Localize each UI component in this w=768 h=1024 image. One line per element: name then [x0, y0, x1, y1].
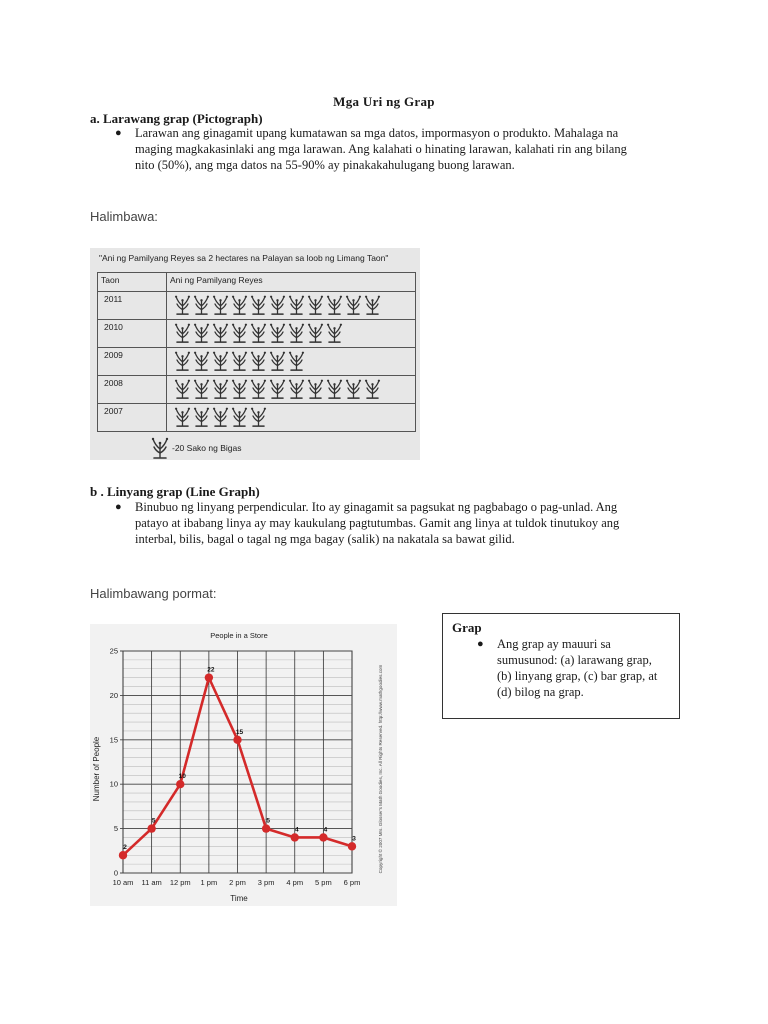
data-label: 5 — [151, 817, 156, 825]
rice-plant-icon — [287, 377, 306, 399]
bullet-line: (b) linyang grap, (c) bar grap, at — [497, 669, 658, 683]
rice-plant-icon — [230, 321, 249, 343]
bullet-icon: ● — [115, 127, 122, 139]
grap-heading: Grap — [452, 620, 482, 635]
data-point — [147, 824, 155, 832]
rice-plant-icon — [211, 293, 230, 315]
pictograph-unit — [230, 293, 249, 315]
rice-plant-icon — [192, 349, 211, 371]
bullet-line: nito (50%), ang mga datos na 55-90% ay pinakakahulugang buong larawan. — [135, 158, 515, 172]
pictograph-unit — [249, 293, 268, 315]
x-tick-label: 6 pm — [343, 878, 361, 887]
rice-plant-icon — [211, 377, 230, 399]
rice-plant-icon — [325, 321, 344, 343]
pictograph-unit — [192, 349, 211, 371]
rice-plant-icon — [192, 405, 211, 427]
x-tick-label: 12 pm — [169, 878, 191, 887]
section-a-heading: a. Larawang grap (Pictograph) — [90, 111, 263, 126]
table-row — [98, 348, 416, 376]
x-tick-label: 2 pm — [229, 878, 246, 887]
grap-bullet — [477, 636, 677, 700]
bullet-line: Ang grap ay mauuri sa — [497, 637, 611, 651]
rice-plant-icon — [173, 377, 192, 399]
rice-plant-icon — [249, 293, 268, 315]
x-axis-label: Time — [230, 894, 248, 903]
x-tick-label: 4 pm — [286, 878, 304, 887]
pictograph-unit — [363, 377, 382, 399]
pictograph-unit — [173, 321, 192, 343]
pictograph-unit — [306, 293, 325, 315]
icon-cell — [167, 376, 416, 404]
y-tick-label: 0 — [113, 868, 118, 878]
col-harvest-header: Ani ng Pamilyang Reyes — [167, 273, 416, 292]
pictograph-unit — [249, 321, 268, 343]
pictograph-unit — [325, 293, 344, 315]
icon-cell — [167, 292, 416, 320]
year-cell: 2010 — [98, 320, 167, 348]
rice-plant-icon — [211, 321, 230, 343]
pictograph-unit — [173, 293, 192, 315]
rice-plant-icon — [173, 321, 192, 343]
pictograph-unit — [173, 349, 192, 371]
rice-plant-icon — [344, 293, 363, 315]
pictograph-unit — [230, 377, 249, 399]
rice-plant-icon — [268, 321, 287, 343]
pictograph-unit — [287, 293, 306, 315]
icon-cell — [167, 404, 416, 432]
data-label: 15 — [235, 728, 244, 736]
rice-plant-icon — [230, 349, 249, 371]
chart-title: People in a Store — [210, 631, 268, 640]
pictograph-unit — [287, 321, 306, 343]
icon-cell — [167, 348, 416, 376]
pictograph-unit — [249, 377, 268, 399]
pictograph-unit — [192, 405, 211, 427]
pictograph-unit — [287, 377, 306, 399]
rice-plant-icon — [192, 377, 211, 399]
pictograph-unit — [192, 293, 211, 315]
rice-plant-icon — [287, 321, 306, 343]
y-tick-label: 5 — [113, 824, 118, 834]
icon-cell — [167, 320, 416, 348]
bullet-line: Larawan ang ginagamit upang kumatawan sa mga datos, impormasyon o produkto. Mahalaga na — [135, 126, 619, 140]
data-point — [291, 833, 299, 841]
year-cell: 2008 — [98, 376, 167, 404]
pictograph-table — [97, 272, 416, 432]
y-tick-labels — [110, 647, 118, 878]
pictograph-unit — [230, 405, 249, 427]
rice-plant-icon — [344, 377, 363, 399]
pictograph-unit — [249, 405, 268, 427]
rice-plant-icon — [230, 377, 249, 399]
example-label-a: Halimbawa: — [90, 209, 158, 224]
rice-plant-icon — [173, 349, 192, 371]
y-tick-label: 15 — [109, 735, 118, 745]
pictograph-unit — [173, 377, 192, 399]
pictograph-unit — [192, 377, 211, 399]
line-chart — [90, 624, 397, 906]
pictograph-unit — [344, 293, 363, 315]
rice-plant-icon — [287, 293, 306, 315]
pictograph-unit — [344, 377, 363, 399]
rice-plant-icon — [249, 349, 268, 371]
table-row — [98, 376, 416, 404]
x-tick-label: 1 pm — [200, 878, 218, 887]
data-label: 4 — [323, 826, 328, 834]
line-chart-figure — [90, 624, 397, 906]
bullet-line: patayo at ibabang linya ay may kaukulang pagtutumbas. Gamit ang linya at tuldok tinutukoy ang — [135, 516, 620, 530]
rice-plant-icon — [306, 293, 325, 315]
rice-plant-icon — [306, 377, 325, 399]
x-tick-label: 10 am — [112, 878, 134, 887]
y-tick-label: 20 — [109, 690, 118, 700]
y-axis-label: Number of People — [92, 736, 101, 802]
y-tick-label: 10 — [109, 779, 118, 789]
bullet-line: interbal, bilis, bagal o tagal ng mga bagay (salik) na nakatala sa bawat gilid. — [135, 532, 515, 546]
section-b-heading: b . Linyang grap (Line Graph) — [90, 484, 260, 499]
data-label: 22 — [207, 666, 215, 674]
pictograph-unit — [268, 293, 287, 315]
pictograph-figure — [90, 248, 420, 460]
year-cell: 2007 — [98, 404, 167, 432]
rice-plant-icon — [249, 321, 268, 343]
data-label: 2 — [123, 844, 127, 852]
rice-plant-icon — [211, 349, 230, 371]
x-tick-label: 3 pm — [257, 878, 275, 887]
rice-plant-icon — [325, 377, 344, 399]
bullet-line: maging magkakasinlaki ang mga larawan. Ang kalahati o hinating larawan, kalahati rin ang bilang — [135, 142, 627, 156]
bullet-icon: ● — [115, 501, 122, 513]
pictograph-unit — [268, 349, 287, 371]
pictograph-unit — [268, 377, 287, 399]
chart-grid — [123, 651, 352, 873]
pictograph-unit — [211, 293, 230, 315]
pictograph-unit — [230, 349, 249, 371]
rice-plant-icon — [211, 405, 230, 427]
pictograph-unit — [211, 377, 230, 399]
example-label-b: Halimbawang pormat: — [90, 586, 217, 601]
rice-plant-icon — [249, 377, 268, 399]
table-row — [98, 320, 416, 348]
pictograph-unit — [325, 377, 344, 399]
rice-plant-icon — [363, 293, 382, 315]
rice-plant-icon — [268, 349, 287, 371]
grap-note-box — [442, 613, 680, 719]
rice-plant-icon — [173, 293, 192, 315]
data-label: 5 — [266, 817, 270, 825]
data-label: 10 — [178, 773, 186, 781]
year-cell: 2009 — [98, 348, 167, 376]
page-title: Mga Uri ng Grap — [333, 94, 435, 109]
section-a-bullet — [115, 125, 695, 173]
pictograph-unit — [268, 321, 287, 343]
bullet-line: (d) bilog na grap. — [497, 685, 584, 699]
x-tick-labels — [113, 878, 361, 887]
bullet-line: Binubuo ng linyang perpendicular. Ito ay ginagamit sa pagsukat ng pagbabago o pag-unlad. Ang — [135, 500, 618, 514]
rice-plant-icon — [325, 293, 344, 315]
col-year-header: Taon — [98, 273, 167, 292]
bullet-line: sumusunod: (a) larawang grap, — [497, 653, 652, 667]
pictograph-unit — [230, 321, 249, 343]
rice-plant-icon — [150, 435, 170, 461]
data-point — [319, 833, 327, 841]
rice-plant-icon — [192, 293, 211, 315]
pictograph-unit — [287, 349, 306, 371]
bullet-icon: ● — [477, 638, 484, 650]
pictograph-unit — [173, 405, 192, 427]
pictograph-unit — [306, 377, 325, 399]
rice-plant-icon — [249, 405, 268, 427]
legend-text: -20 Sako ng Bigas — [172, 443, 242, 453]
rice-plant-icon — [173, 405, 192, 427]
pictograph-unit — [211, 321, 230, 343]
rice-plant-icon — [230, 405, 249, 427]
rice-plant-icon — [192, 321, 211, 343]
data-point — [119, 851, 127, 859]
pictograph-unit — [363, 293, 382, 315]
pictograph-unit — [306, 321, 325, 343]
section-b-bullet — [115, 499, 695, 547]
rice-plant-icon — [230, 293, 249, 315]
data-point — [233, 736, 241, 744]
pictograph-unit — [249, 349, 268, 371]
rice-plant-icon — [306, 321, 325, 343]
data-label: 4 — [294, 826, 299, 834]
rice-plant-icon — [268, 293, 287, 315]
pictograph-unit — [211, 349, 230, 371]
year-cell: 2011 — [98, 292, 167, 320]
copyright-note: Copyright © 2007 Mrs. Glosser's Math Goodies, Inc. All Rights Reserved. http://www.mathgoodies.com — [378, 664, 383, 874]
table-row — [98, 292, 416, 320]
data-point — [348, 842, 356, 850]
data-label: 3 — [352, 835, 356, 843]
pictograph-unit — [192, 321, 211, 343]
data-point — [176, 780, 184, 788]
table-row — [98, 404, 416, 432]
y-tick-label: 25 — [109, 646, 118, 656]
pictograph-legend — [150, 435, 241, 461]
data-point — [205, 673, 213, 681]
x-tick-label: 5 pm — [315, 878, 332, 887]
pictograph-title: "Ani ng Pamilyang Reyes sa 2 hectares na Palayan sa loob ng Limang Taon" — [99, 253, 389, 263]
chart-axes — [120, 651, 352, 873]
pictograph-unit — [211, 405, 230, 427]
rice-plant-icon — [268, 377, 287, 399]
pictograph-unit — [325, 321, 344, 343]
data-point — [262, 824, 270, 832]
rice-plant-icon — [150, 435, 170, 459]
rice-plant-icon — [287, 349, 306, 371]
rice-plant-icon — [363, 377, 382, 399]
x-tick-label: 11 am — [141, 878, 162, 887]
